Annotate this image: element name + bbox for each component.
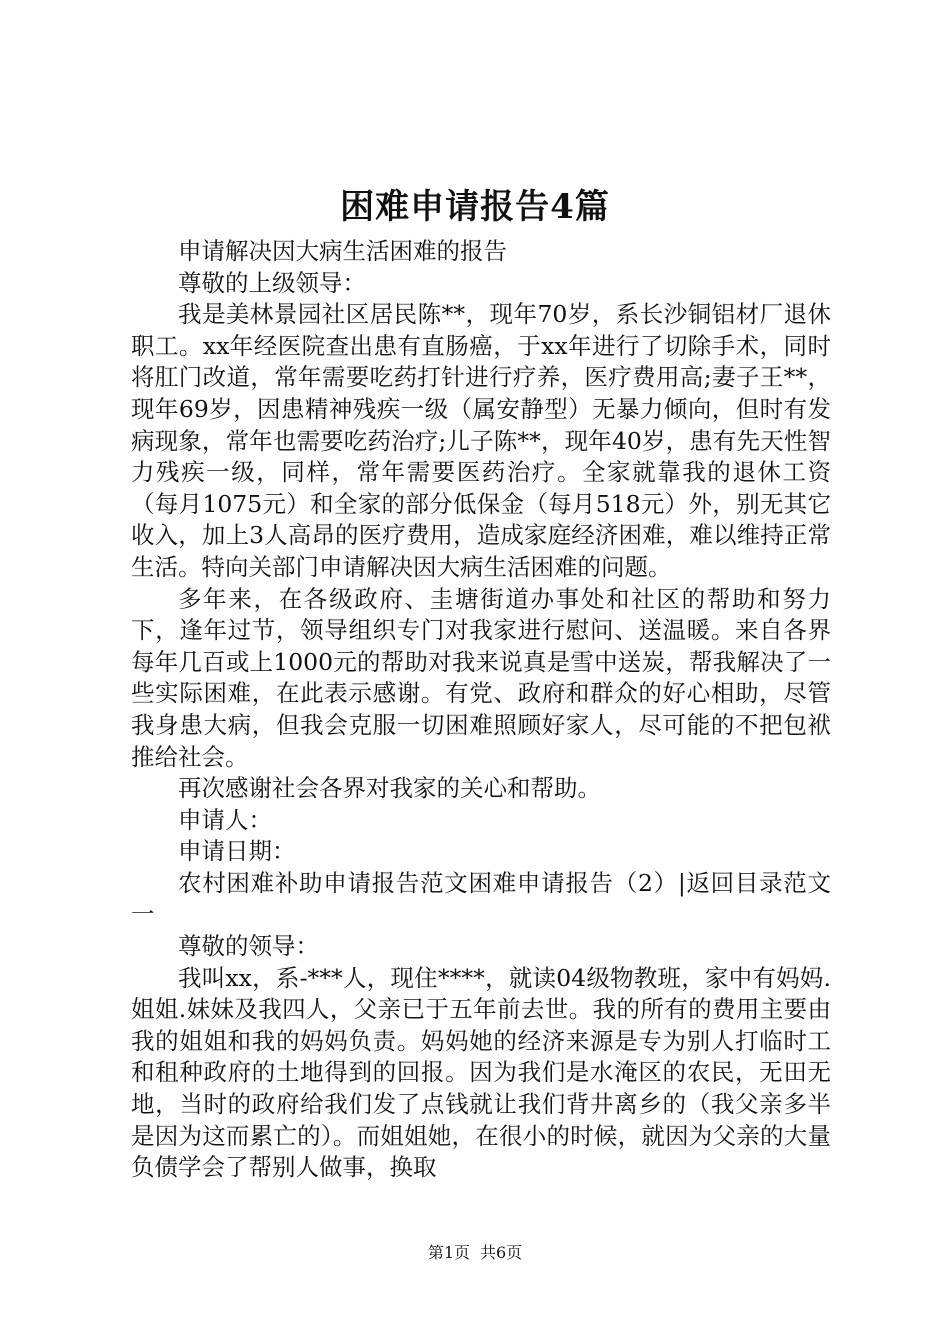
paragraph-situation: 我是美林景园社区居民陈**，现年70岁，系长沙铜铝材厂退休职工。xx年经医院查出患有直肠癌，于xx年进行了切除手术，同时将肛门改道，常年需要吃药打针进行疗养，医疗费用高;妻子王**，现年69岁，因患精神残疾一级（属安静型）无暴力倾向，但时有发病现象，常年也需要吃药治疗;儿子陈**，现年40岁，患有先天性智力残疾一级，同样，常年需要医药治疗。全家就靠我的退休工资（每月1075元）和全家的部分低保金（每月518元）外，别无其它收入，加上3人高昂的医疗费用，造成家庭经济困难，难以维持正常生活。特向关部门申请解决因大病生活困难的问题。 (131, 300, 831, 581)
paragraph-student-story: 我叫xx，系-***人，现住****，就读04级物教班，家中有妈妈.姐姐.妹妹及我四人，父亲已于五年前去世。我的所有的费用主要由我的姐姐和我的妈妈负责。妈妈她的经济来源是专为别人打临时工和租种政府的土地得到的回报。因为我们是水淹区的农民，无田无地，当时的政府给我们发了点钱就让我们背井离乡的（我父亲多半是因为这而累亡的）。而姐姐她，在很小的时候，就因为父亲的大量负债学会了帮别人做事，换取 (131, 963, 831, 1182)
page-total: 共6页 (480, 1243, 523, 1262)
paragraph-date: 申请日期： (178, 837, 296, 866)
paragraph-salutation: 尊敬的上级领导： (178, 268, 366, 297)
page-number: 第1页 (427, 1243, 470, 1262)
paragraph-applicant: 申请人： (178, 805, 272, 834)
page-footer (0, 1242, 950, 1264)
paragraph-subject: 申请解决因大病生活困难的报告 (178, 237, 507, 265)
paragraph-section-heading: 农村困难补助申请报告范文困难申请报告（2）|返回目录范文一 (131, 868, 831, 929)
paragraph-thanks-again: 再次感谢社会各界对我家的关心和帮助。 (178, 774, 601, 803)
paragraph-thanks-help: 多年来，在各级政府、圭塘街道办事处和社区的帮助和努力下，逢年过节，领导组织专门对我家进行慰问、送温暖。来自各界每年几百或上1000元的帮助对我来说真是雪中送炭，帮我解决了一些实际困难，在此表示感谢。有党、政府和群众的好心相助，尽管我身患大病，但我会克服一切困难照顾好家人，尽可能的不把包袱推给社会。 (131, 584, 831, 771)
document-title: 困难申请报告4篇 (340, 187, 610, 227)
paragraph-salutation-2: 尊敬的领导： (178, 932, 319, 961)
document-body (131, 236, 831, 1184)
